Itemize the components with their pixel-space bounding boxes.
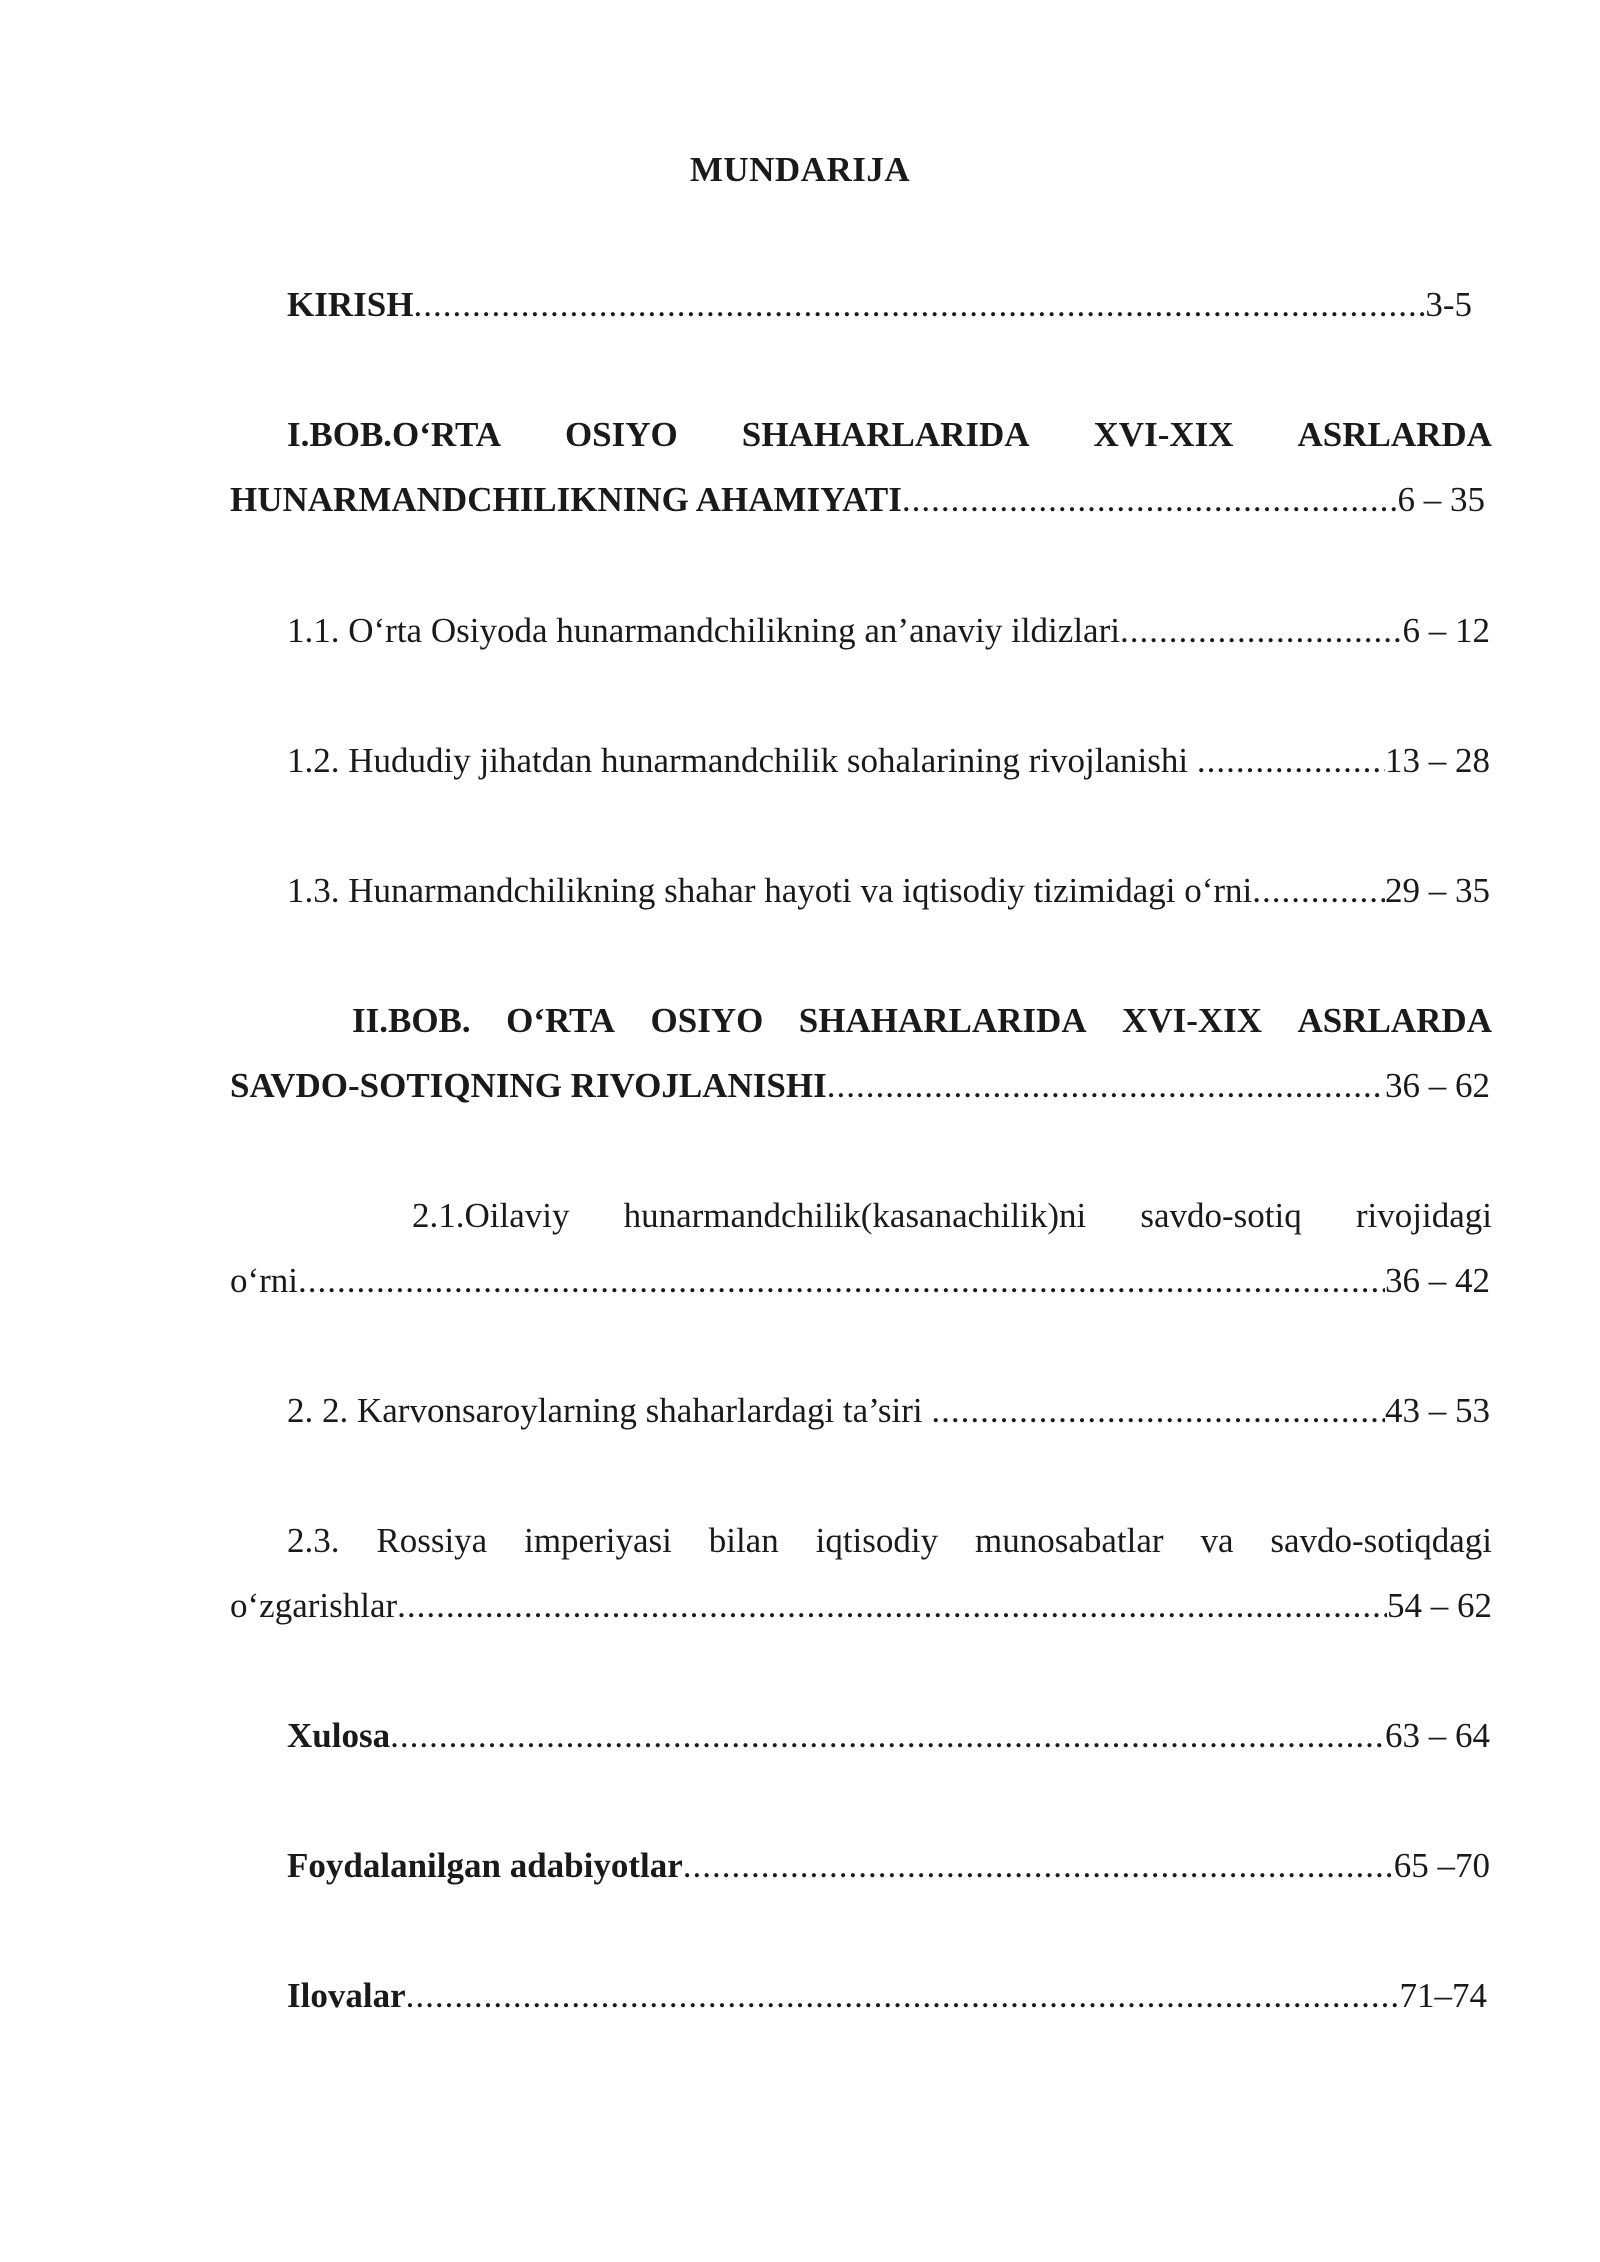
toc-word: XVI-XIX [1122, 1001, 1263, 1040]
toc-label: HUNARMANDCHILIKNING AHAMIYATI [230, 480, 902, 519]
toc-word: Rossiya [376, 1521, 488, 1560]
toc-entry-bob1-line2 [230, 478, 1485, 522]
toc-word: 2.1.Oilaviy [412, 1196, 570, 1235]
toc-leader-dots [1120, 609, 1403, 653]
toc-entry-kirish [287, 283, 1472, 327]
toc-word: ASRLARDA [1297, 415, 1492, 454]
toc-label: 1.3. Hunarmandchilikning shahar hayoti va iqtisodiy tizimidagi o‘rni [287, 871, 1253, 910]
toc-word: O‘RTA [506, 1001, 616, 1040]
toc-word: II.BOB. [352, 1001, 471, 1040]
toc-label: KIRISH [287, 285, 414, 324]
toc-label: Foydalanilgan adabiyotlar [287, 1846, 683, 1885]
toc-pages: 71–74 [1399, 1976, 1487, 2015]
toc-word: OSIYO [564, 415, 678, 454]
toc-leader-dots [397, 1584, 1387, 1628]
page-title: MUNDARIJA [689, 150, 911, 189]
toc-leader-dots [413, 283, 1425, 327]
toc-entry-2-2 [287, 1389, 1490, 1433]
toc-entry-bob2-line2 [230, 1064, 1490, 1108]
toc-entry-xulosa [287, 1714, 1490, 1758]
toc-leader-dots [390, 1714, 1385, 1758]
toc-word: imperiyasi [524, 1521, 672, 1560]
toc-pages: 36 – 62 [1385, 1066, 1490, 1105]
toc-pages: 6 – 12 [1402, 611, 1490, 650]
toc-pages: 36 – 42 [1385, 1261, 1490, 1300]
toc-word: savdo-sotiqdagi [1270, 1521, 1492, 1560]
toc-entry-2-1-line1 [412, 1194, 1492, 1238]
toc-word: rivojidagi [1355, 1196, 1492, 1235]
toc-word: bilan [708, 1521, 779, 1560]
toc-entry-bob2-line1 [352, 999, 1492, 1043]
toc-word: hunarmandchilik(kasanachilik)ni [623, 1196, 1087, 1235]
toc-leader-dots [298, 1259, 1385, 1303]
toc-entry-2-3-line1 [287, 1519, 1492, 1563]
toc-word: iqtisodiy [815, 1521, 939, 1560]
toc-entry-1-2 [287, 739, 1490, 783]
toc-entry-1-1 [287, 609, 1490, 653]
toc-word: munosabatlar [975, 1521, 1164, 1560]
toc-entry-2-1-line2 [230, 1259, 1490, 1303]
toc-word: I.BOB.O‘RTA [287, 415, 501, 454]
toc-entry-1-3 [287, 869, 1490, 913]
toc-leader-dots [683, 1844, 1394, 1888]
toc-leader-dots [1252, 869, 1385, 913]
toc-pages: 3-5 [1425, 285, 1472, 324]
toc-entry-ilovalar [287, 1974, 1487, 2018]
toc-word: ASRLARDA [1297, 1001, 1492, 1040]
toc-label: Xulosa [287, 1716, 391, 1755]
toc-pages: 43 – 53 [1385, 1391, 1490, 1430]
toc-entry-2-3-line2 [230, 1584, 1492, 1628]
toc-entry-bob1-line1 [287, 413, 1492, 457]
toc-label: SAVDO-SOTIQNING RIVOJLANISHI [230, 1066, 827, 1105]
toc-label: 1.1. O‘rta Osiyoda hunarmandchilikning an’anaviy ildizlari [287, 611, 1120, 650]
toc-leader-dots [827, 1064, 1385, 1108]
toc-leader-dots [406, 1974, 1400, 2018]
toc-pages: 54 – 62 [1387, 1586, 1492, 1625]
toc-word: SHAHARLARIDA [798, 1001, 1087, 1040]
toc-entry-adabiyotlar [287, 1844, 1490, 1888]
toc-pages: 6 – 35 [1397, 480, 1485, 519]
toc-word: OSIYO [650, 1001, 764, 1040]
toc-pages: 65 –70 [1393, 1846, 1490, 1885]
toc-pages: 29 – 35 [1385, 871, 1490, 910]
toc-label: 2. 2. Karvonsaroylarning shaharlardagi ta’siri [287, 1391, 932, 1430]
toc-label: o‘zgarishlar [230, 1586, 398, 1625]
toc-leader-dots [931, 1389, 1385, 1433]
toc-word: savdo-sotiq [1140, 1196, 1302, 1235]
toc-label: 1.2. Hududiy jihatdan hunarmandchilik sohalarining rivojlanishi [287, 741, 1197, 780]
toc-word: XVI-XIX [1093, 415, 1234, 454]
toc-leader-dots [902, 478, 1398, 522]
toc-pages: 13 – 28 [1385, 741, 1490, 780]
toc-pages: 63 – 64 [1385, 1716, 1490, 1755]
toc-leader-dots [1197, 739, 1385, 783]
toc-word: va [1200, 1521, 1234, 1560]
toc-word: SHAHARLARIDA [741, 415, 1030, 454]
toc-label: o‘rni [230, 1261, 299, 1300]
toc-word: 2.3. [287, 1521, 340, 1560]
toc-label: Ilovalar [287, 1976, 406, 2015]
